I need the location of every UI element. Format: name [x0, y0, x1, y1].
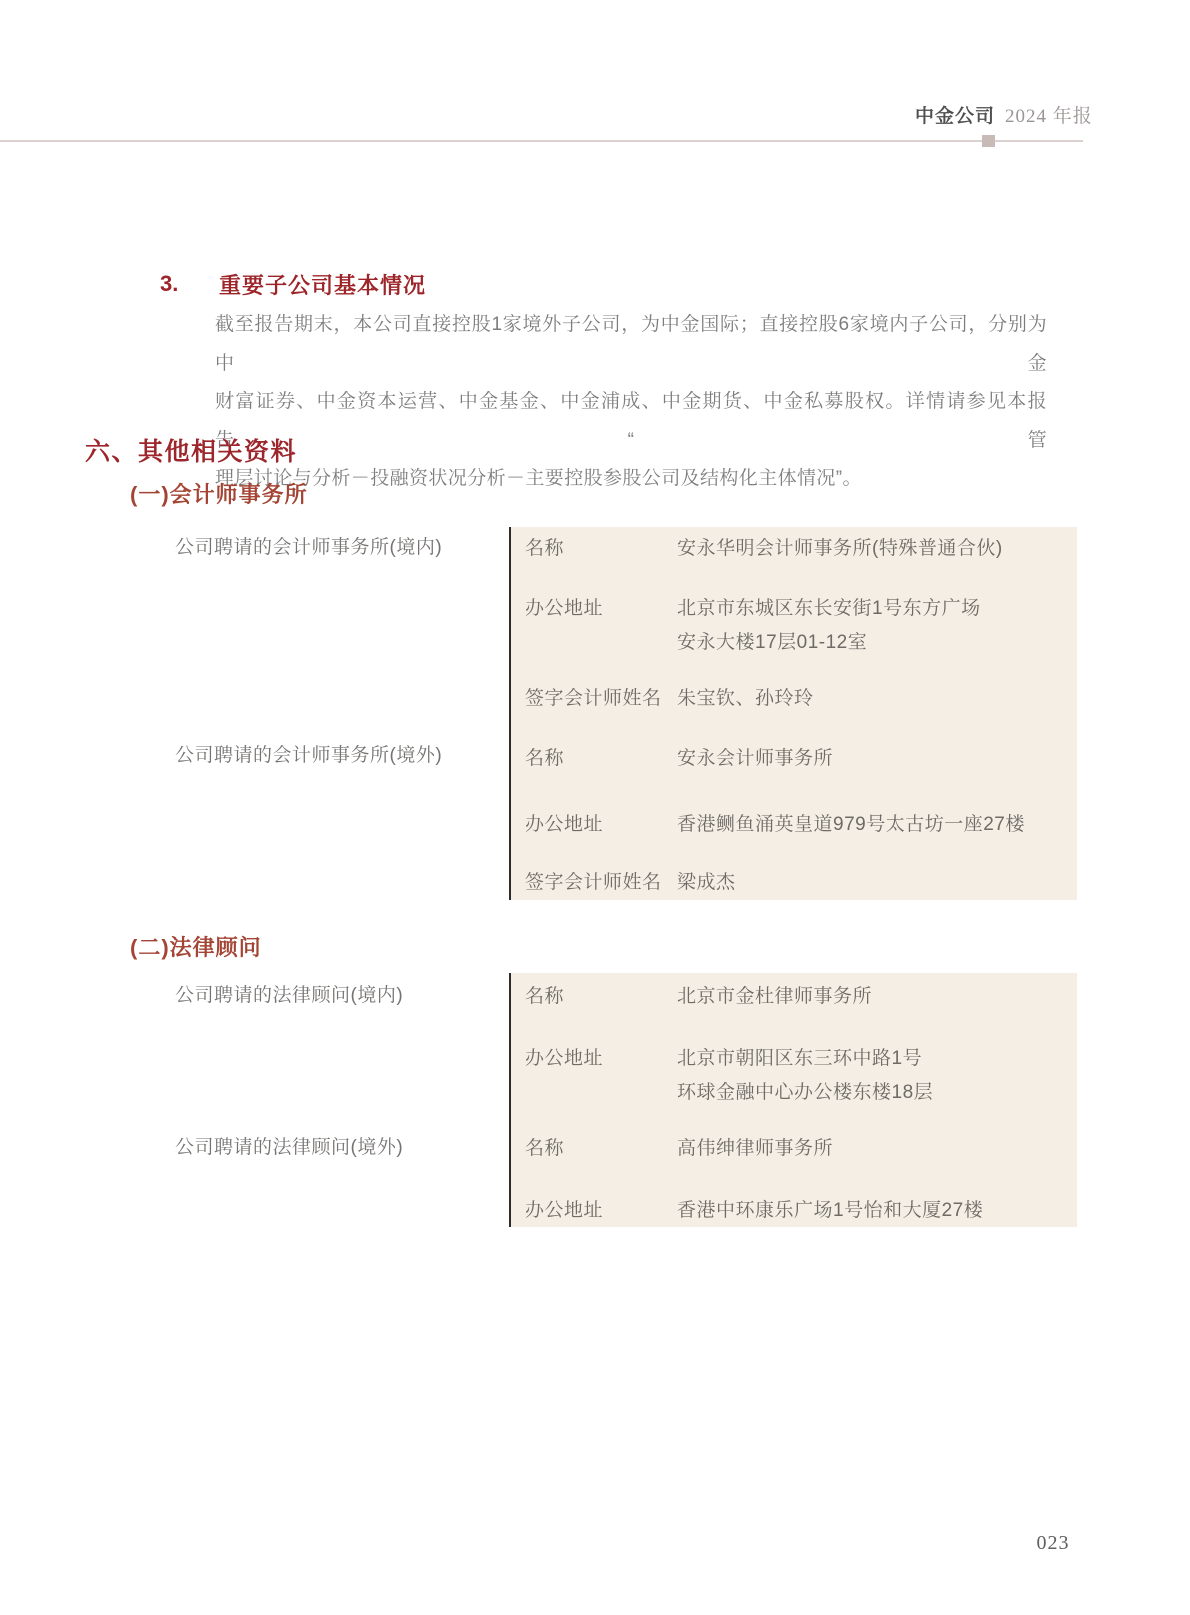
legal-overseas-address-line1: 香港中环康乐广场1号怡和大厦27楼: [677, 1200, 984, 1221]
accounting-firms-table: [509, 527, 1077, 900]
legal-advisors-table: [509, 973, 1077, 1227]
header-company-name: 中金公司: [915, 106, 996, 127]
section-title-other-info: 六、其他相关资料: [85, 438, 298, 466]
accounting-domestic-name: 安永华明会计师事务所(特殊普通合伙): [677, 538, 1003, 559]
section-number: 3.: [160, 271, 179, 296]
field-label: 办公地址: [525, 814, 604, 835]
field-label: 签字会计师姓名: [525, 688, 662, 709]
legal-domestic-address-line1: 北京市朝阳区东三环中路1号: [677, 1048, 923, 1069]
legal-domestic-name: 北京市金杜律师事务所: [677, 986, 873, 1007]
field-label: 名称: [525, 1138, 565, 1159]
header-square-ornament: [982, 135, 995, 147]
header-report-year: 2024 年报: [1005, 106, 1093, 127]
field-label: 名称: [525, 748, 565, 769]
field-label: 办公地址: [525, 598, 604, 619]
accounting-domestic-signers: 朱宝钦、孙玲玲: [677, 688, 814, 709]
legal-overseas-name: 高伟绅律师事务所: [677, 1138, 834, 1159]
paragraph-line: 财富证券、中金资本运营、中金基金、中金浦成、中金期货、中金私募股权。详情请参见本报告“管: [215, 391, 1047, 451]
subsection-title-legal-advisors: (二)法律顾问: [130, 935, 262, 960]
field-label: 名称: [525, 538, 565, 559]
section-title-subsidiaries: 重要子公司基本情况: [219, 273, 427, 298]
subsection-title-accounting-firms: (一)会计师事务所: [130, 482, 308, 507]
accounting-overseas-side-label: 公司聘请的会计师事务所(境外): [175, 745, 443, 766]
legal-domestic-address-line2: 环球金融中心办公楼东楼18层: [677, 1082, 934, 1103]
page-header: [915, 104, 1093, 130]
paragraph-line: 截至报告期末，本公司直接控股1家境外子公司，为中金国际；直接控股6家境内子公司，分别为中金: [215, 314, 1047, 374]
accounting-overseas-signers: 梁成杰: [677, 872, 736, 893]
accounting-overseas-name: 安永会计师事务所: [677, 748, 834, 769]
accounting-domestic-side-label: 公司聘请的会计师事务所(境内): [175, 537, 443, 558]
accounting-domestic-address-line1: 北京市东城区东长安街1号东方广场: [677, 598, 981, 619]
legal-domestic-side-label: 公司聘请的法律顾问(境内): [175, 985, 404, 1006]
legal-overseas-side-label: 公司聘请的法律顾问(境外): [175, 1137, 404, 1158]
subsidiaries-paragraph: [215, 306, 1047, 499]
header-rule-line: [0, 140, 1083, 142]
field-label: 办公地址: [525, 1200, 604, 1221]
page-number: 023: [1036, 1532, 1070, 1554]
field-label: 名称: [525, 986, 565, 1007]
paragraph-line: 理层讨论与分析－投融资状况分析－主要控股参股公司及结构化主体情况”。: [215, 468, 862, 489]
field-label: 签字会计师姓名: [525, 872, 662, 893]
accounting-overseas-address-line1: 香港鲗鱼涌英皇道979号太古坊一座27楼: [677, 814, 1025, 835]
accounting-domestic-address-line2: 安永大楼17层01-12室: [677, 632, 868, 653]
field-label: 办公地址: [525, 1048, 604, 1069]
